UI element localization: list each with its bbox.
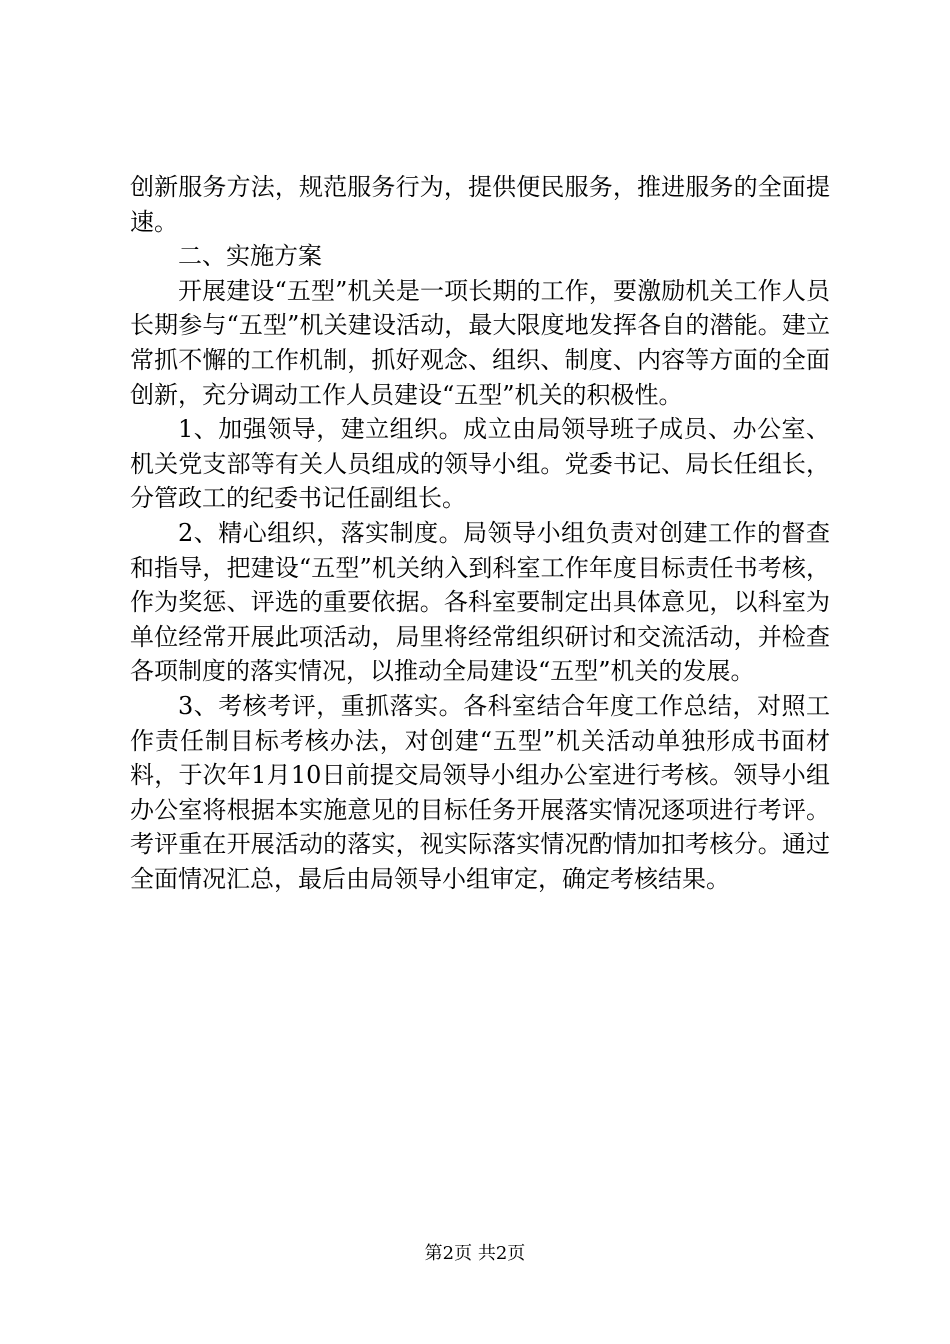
paragraph-item-2: 2、精心组织，落实制度。局领导小组负责对创建工作的督查和指导，把建设“五型”机关纳入到科室工作年度目标责任书考核，作为奖惩、评选的重要依据。各科室要制定出具体意见，以科室为单位经常开展此项活动，局里将经常组织研讨和交流活动，并检查各项制度的落实情况，以推动全局建设“五型”机关的发展。 <box>130 518 830 686</box>
section-heading: 二、实施方案 <box>178 242 322 271</box>
document-body <box>130 170 830 896</box>
paragraph-continuation: 创新服务方法，规范服务行为，提供便民服务，推进服务的全面提速。 <box>130 173 830 236</box>
paragraph-item-3: 3、考核考评，重抓落实。各科室结合年度工作总结，对照工作责任制目标考核办法，对创建“五型”机关活动单独形成书面材料，于次年1月10日前提交局领导小组办公室进行考核。领导小组办公室将根据本实施意见的目标任务开展落实情况逐项进行考评。考评重在开展活动的落实，视实际落实情况酌情加扣考核分。通过全面情况汇总，最后由局领导小组审定，确定考核结果。 <box>130 691 830 893</box>
page-number-footer: 第2页 共2页 <box>424 1243 526 1264</box>
paragraph-item-1: 1、加强领导，建立组织。成立由局领导班子成员、办公室、机关党支部等有关人员组成的领导小组。党委书记、局长任组长，分管政工的纪委书记任副组长。 <box>130 415 830 513</box>
paragraph-intro: 开展建设“五型”机关是一项长期的工作，要激励机关工作人员长期参与“五型”机关建设活动，最大限度地发挥各自的潜能。建立常抓不懈的工作机制，抓好观念、组织、制度、内容等方面的全面创新，充分调动工作人员建设“五型”机关的积极性。 <box>130 276 830 409</box>
